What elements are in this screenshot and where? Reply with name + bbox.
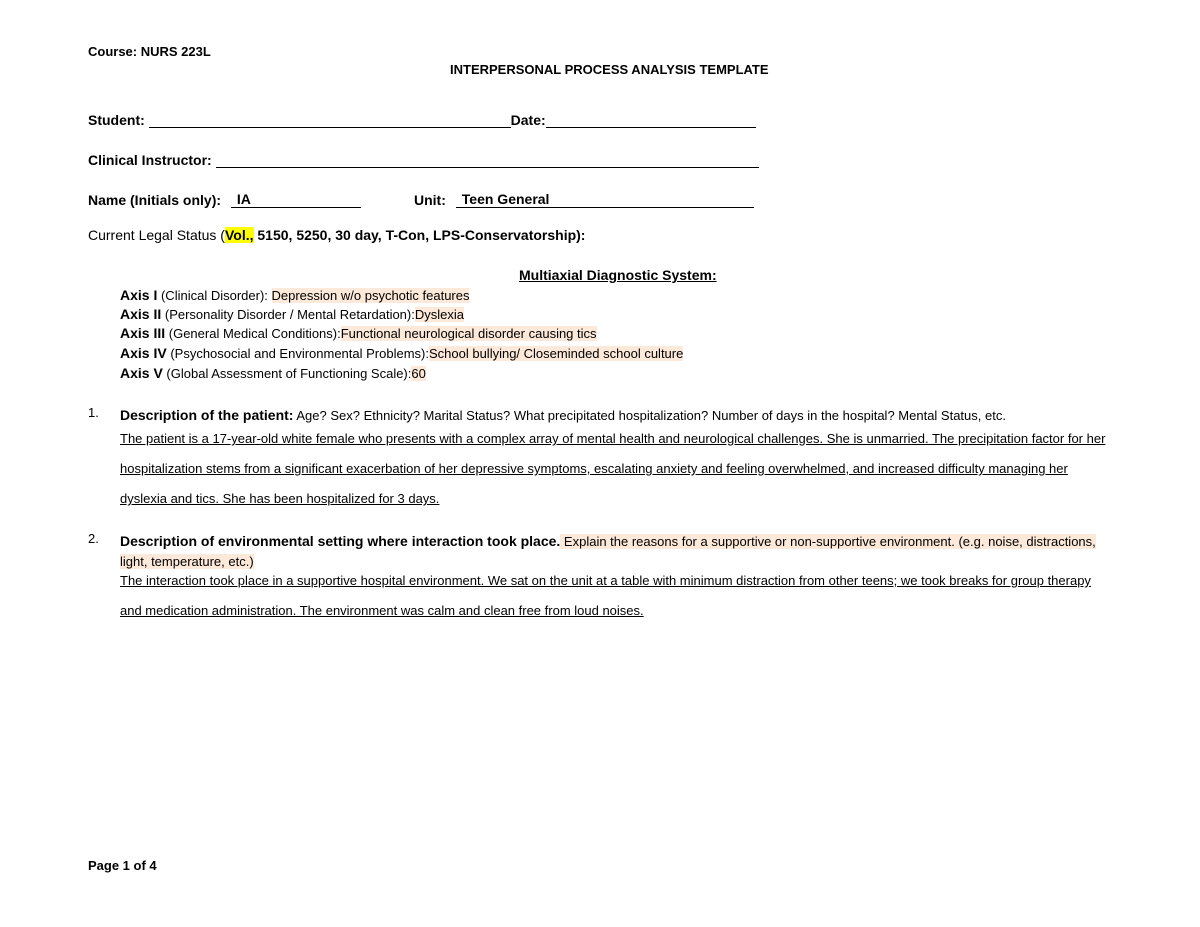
date-label: Date: [510,112,546,128]
axis-label: Axis III [120,325,166,341]
page-number: Page 1 of 4 [88,858,157,873]
legal-status-selected: Vol., [224,227,254,243]
instructor-row [88,152,759,168]
axis-label: Axis V [120,365,163,381]
section-prompt: Age? Sex? Ethnicity? Marital Status? What precipitated hospitalization? Number of days in the hospital? Mental Status, etc. [293,408,1006,423]
date-field[interactable] [546,113,756,128]
student-field[interactable] [149,113,511,128]
axis-item [120,345,683,361]
page-title: INTERPERSONAL PROCESS ANALYSIS TEMPLATE [450,62,769,77]
section-patient-description [120,405,1110,514]
axis-desc: (Global Assessment of Functioning Scale): [162,366,412,381]
course-label: Course: NURS 223L [88,44,211,59]
section-number: 1. [88,405,99,420]
axis-desc: (Psychosocial and Environmental Problems): [166,346,429,361]
axis-value: School bullying/ Closeminded school culture [428,346,684,361]
axis-label: Axis I [120,287,158,303]
legal-status-options: 5150, 5250, 30 day, T-Con, LPS-Conservatorship): [253,227,586,243]
section-environment-description [120,531,1110,626]
axis-value: Dyslexia [414,307,464,322]
axis-value: 60 [411,366,426,381]
unit-row [414,191,754,208]
axis-label: Axis II [120,306,162,322]
axis-item [120,325,597,341]
axis-desc: (Clinical Disorder): [157,288,272,303]
axis-item [120,287,469,303]
axis-value: Depression w/o psychotic features [271,288,470,303]
section-title: Description of environmental setting where interaction took place. [120,533,561,549]
section-prompt: Explain the reasons for a supportive or non-supportive environment. (e.g. noise, distractions, light, temperature, etc.) [120,534,1096,569]
student-row [88,112,756,128]
section-number: 2. [88,531,99,546]
unit-value: Teen General [461,191,550,207]
unit-field[interactable] [456,191,754,208]
multiaxial-heading: Multiaxial Diagnostic System: [519,267,717,283]
instructor-label: Clinical Instructor: [88,152,212,168]
axis-desc: (General Medical Conditions): [165,326,341,341]
legal-status-prefix: Current Legal Status ( [88,227,225,243]
unit-label: Unit: [414,192,446,208]
name-row [88,191,361,208]
section-answer: The patient is a 17-year-old white female who presents with a complex array of mental health and neurological challenges. She is unmarried. The precipitation factor for her hospitalization stems from a significant exacerbation of her depressive symptoms, escalating anxiety and feeling overwhelmed, and increased difficulty managing her dyslexia and tics. She has been hospitalized for 3 days. [120,431,1106,506]
section-answer: The interaction took place in a supportive hospital environment. We sat on the unit at a table with minimum distraction from other teens; we took breaks for group therapy and medication administration. The environment was calm and clean free from loud noises. [120,573,1091,618]
axis-label: Axis IV [120,345,167,361]
axis-desc: (Personality Disorder / Mental Retardation): [161,307,415,322]
axis-item [120,365,426,381]
section-title: Description of the patient: [120,407,294,423]
student-label: Student: [88,112,145,128]
legal-status-row [88,227,585,243]
name-value: IA [236,191,251,207]
name-field[interactable] [231,191,361,208]
axis-value: Functional neurological disorder causing tics [340,326,597,341]
instructor-field[interactable] [216,153,759,168]
axis-item [120,306,464,322]
name-label: Name (Initials only): [88,192,222,208]
